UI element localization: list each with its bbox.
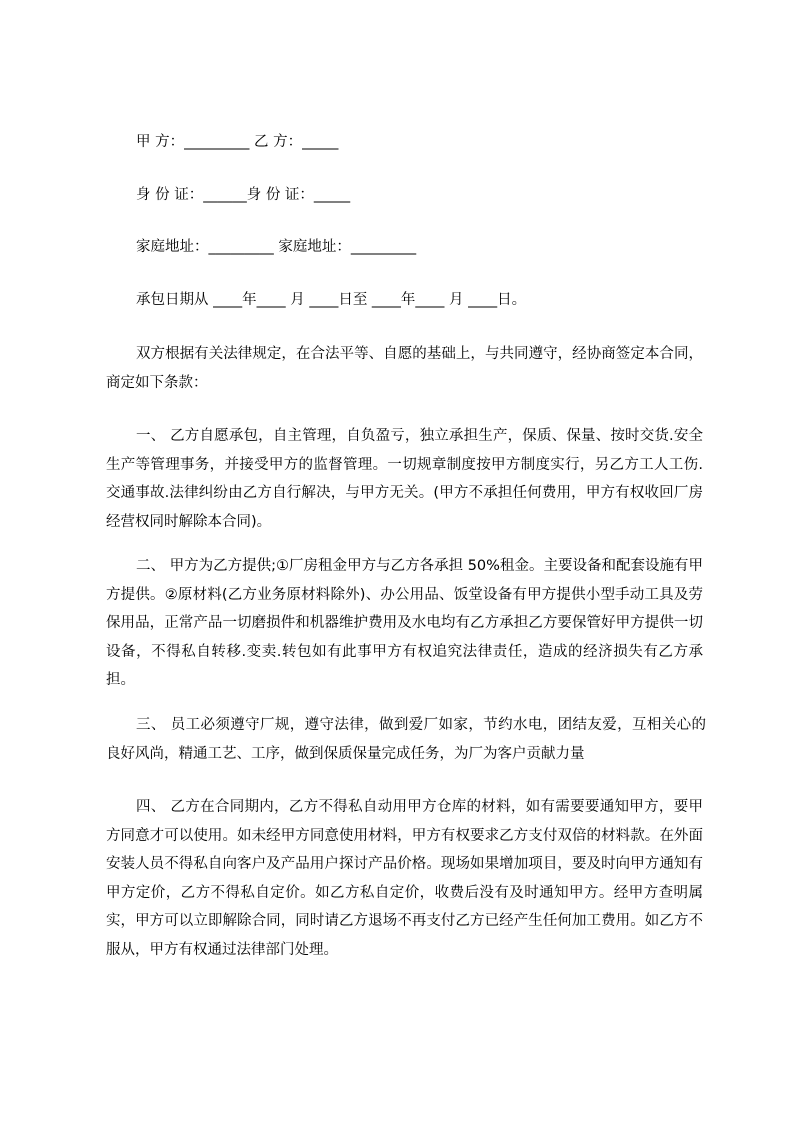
- clause-4-paragraph: 四、 乙方在合同期内，乙方不得私自动用甲方仓库的材料，如有需要要通知甲方，要甲方同意才可以使用。如未经甲方同意使用材料，甲方有权要求乙方支付双倍的材料款。在外面安装人员不得私自向客户及产品用户探讨产品价格。现场如果增加项目，要及时向甲方通知有甲方定价，乙方不得私自定价。如乙方私自定价，收费后没有及时通知甲方。经甲方查明属实，甲方可以立即解除合同，同时请乙方退场不再支付乙方已经产生任何加工费用。如乙方不服从，甲方有权通过法律部门处理。: [106, 799, 703, 958]
- preamble-paragraph: 双方根据有关法律规定，在合法平等、自愿的基础上，与共同遵守，经协商签定本合同，商定如下条款：: [106, 346, 703, 391]
- home-address-line: 家庭地址：_________ 家庭地址：_________: [136, 239, 417, 255]
- parties-line: 甲 方：_________ 乙 方：_____: [136, 134, 339, 150]
- id-card-line: 身 份 证：______身 份 证：_____: [136, 187, 351, 203]
- clause-2-paragraph: 二、 甲方为乙方提供;①厂房租金甲方与乙方各承担 50%租金。主要设备和配套设施有甲方提供。②原材料(乙方业务原材料除外)、办公用品、饭堂设备有甲方提供小型手动工具及劳保用品，正常产品一切磨损件和机器维护费用及水电均有乙方承担乙方要保管好甲方提供一切设备，不得私自转移.变卖.转包如有此事甲方有权追究法律责任，造成的经济损失有乙方承担。: [106, 558, 703, 688]
- contract-period-line: 承包日期从 ____年____ 月 ____日至 ____年____ 月 ____日。: [136, 292, 527, 308]
- clause-1-paragraph: 一、 乙方自愿承包，自主管理，自负盈亏，独立承担生产，保质、保量、按时交货.安全生产等管理事务，并接受甲方的监督管理。一切规章制度按甲方制度实行，另乙方工人工伤.交通事故.法律纠纷由乙方自行解决，与甲方无关。(甲方不承担任何费用，甲方有权收回厂房经营权同时解除本合同)。: [106, 428, 703, 530]
- clause-3-paragraph: 三、 员工必须遵守厂规，遵守法律，做到爱厂如家，节约水电，团结友爱，互相关心的良好风尚，精通工艺、工序，做到保质保量完成任务，为厂为客户贡献力量: [106, 717, 706, 762]
